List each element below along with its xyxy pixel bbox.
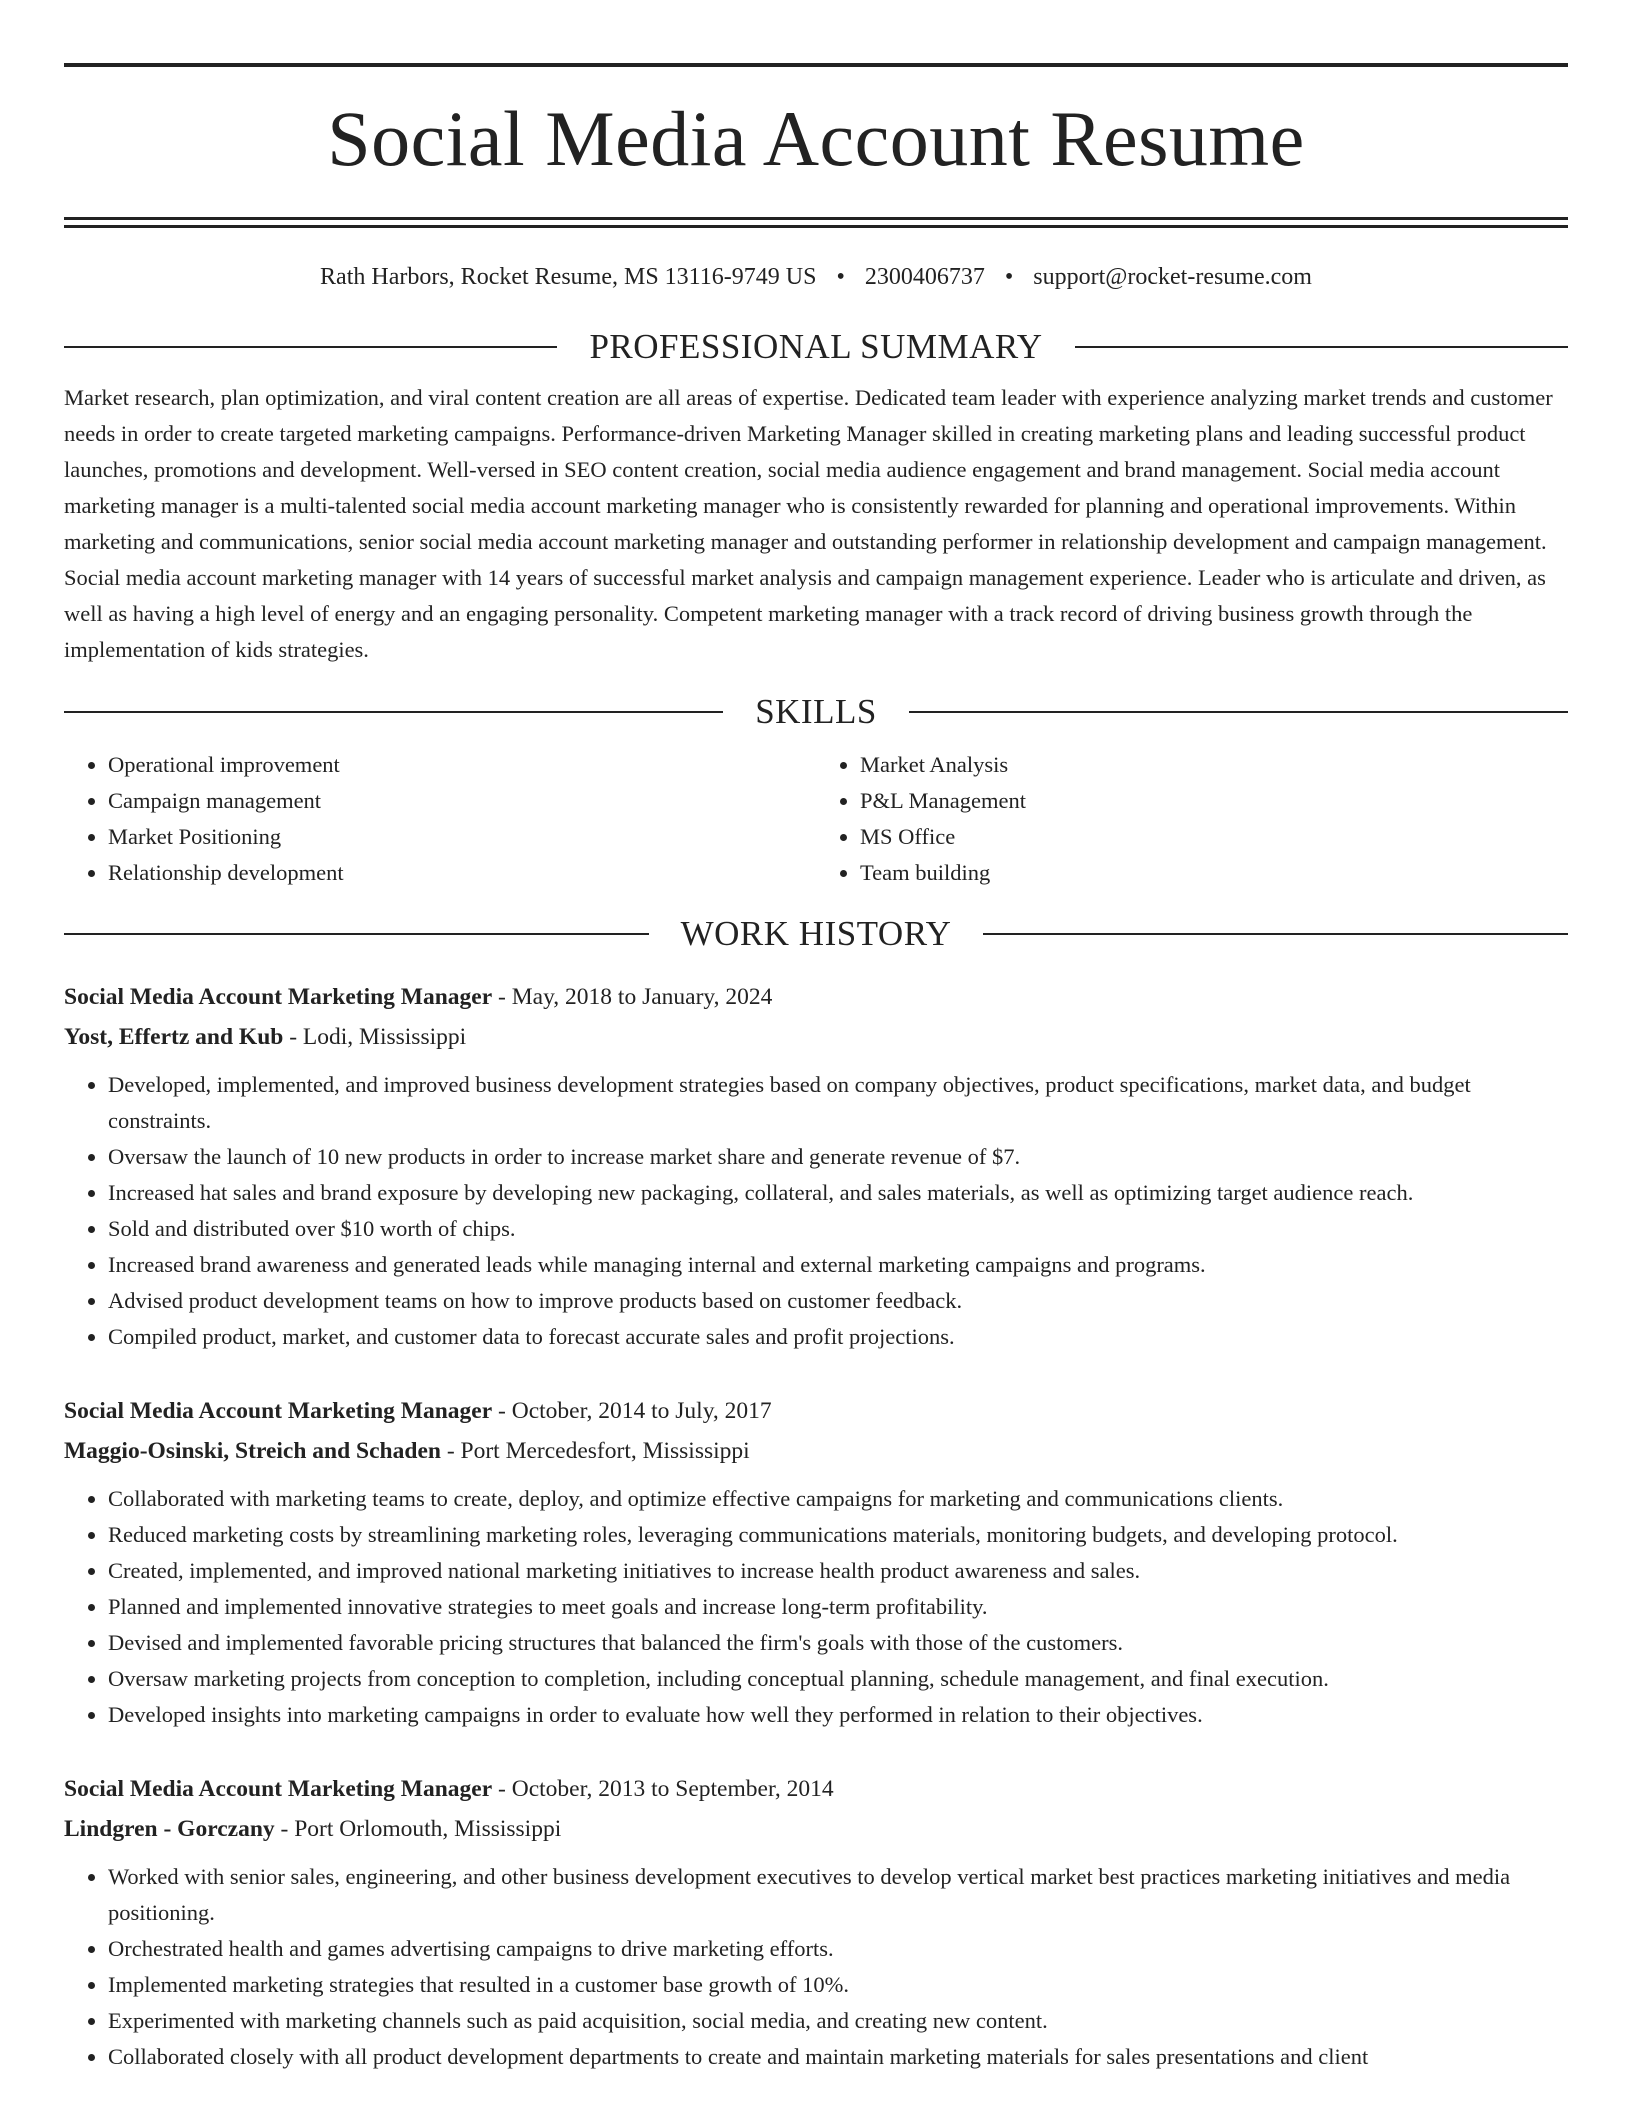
job-title-line <box>64 1391 1568 1431</box>
job-entry <box>64 977 1568 1355</box>
heading-rule-left <box>64 933 649 935</box>
job-bullet: • Increased hat sales and brand exposure by developing new packaging, collateral, and sales materials, as well as optimizing target audience reach. <box>108 1175 1568 1211</box>
skills-heading-label: SKILLS <box>755 691 877 731</box>
skill-item: • Operational improvement <box>108 747 816 783</box>
job-bullet: • Orchestrated health and games advertising campaigns to drive marketing efforts. <box>108 1931 1568 1967</box>
job-company-line <box>64 1809 1568 1849</box>
job-location: - Port Orlomouth, Mississippi <box>274 1815 562 1842</box>
heading-rule-left <box>64 711 723 713</box>
job-bullet: • Planned and implemented innovative strategies to meet goals and increase long-term profitability. <box>108 1589 1568 1625</box>
job-company: Maggio-Osinski, Streich and Schaden <box>64 1437 441 1464</box>
summary-section-heading <box>64 326 1568 368</box>
job-company: Lindgren - Gorczany <box>64 1815 275 1842</box>
job-bullet: • Oversaw the launch of 10 new products in order to increase market share and generate revenue of $7. <box>108 1139 1568 1175</box>
job-location: - Port Mercedesfort, Mississippi <box>440 1437 750 1464</box>
contact-phone: 2300406737 <box>864 264 985 290</box>
summary-heading-label: PROFESSIONAL SUMMARY <box>589 327 1043 366</box>
job-company-line <box>64 1431 1568 1471</box>
contact-line <box>64 262 1568 292</box>
job-bullet: • Advised product development teams on how to improve products based on customer feedback. <box>108 1283 1568 1319</box>
skills-list <box>64 747 1568 891</box>
job-bullets <box>64 1067 1568 1355</box>
job-bullet: • Collaborated with marketing teams to create, deploy, and optimize effective campaigns for marketing and communications clients. <box>108 1481 1568 1517</box>
job-dates: - October, 2013 to September, 2014 <box>492 1775 834 1802</box>
skills-section-heading <box>64 691 1568 733</box>
contact-separator: • <box>1004 264 1014 290</box>
job-bullet: • Compiled product, market, and customer data to forecast accurate sales and profit projections. <box>108 1319 1568 1355</box>
skill-item: • MS Office <box>860 819 1568 855</box>
job-title-line <box>64 977 1568 1017</box>
job-bullet: • Sold and distributed over $10 worth of chips. <box>108 1211 1568 1247</box>
skill-item: • Relationship development <box>108 855 816 891</box>
job-bullet: • Collaborated closely with all product development departments to create and maintain marketing materials for sales presentations and client <box>108 2039 1568 2075</box>
contact-address: Rath Harbors, Rocket Resume, MS 13116-9749 US <box>320 264 817 290</box>
job-bullet: • Devised and implemented favorable pricing structures that balanced the firm's goals with those of the customers. <box>108 1625 1568 1661</box>
job-dates: - May, 2018 to January, 2024 <box>492 983 773 1010</box>
job-title: Social Media Account Marketing Manager <box>64 1775 493 1802</box>
contact-separator: • <box>836 264 845 290</box>
top-rule <box>64 63 1568 67</box>
page-title: Social Media Account Resume <box>327 95 1305 182</box>
job-location: - Lodi, Mississippi <box>283 1023 467 1050</box>
job-bullet: • Oversaw marketing projects from conception to completion, including conceptual planning, schedule management, and final execution. <box>108 1661 1568 1697</box>
job-bullet: • Created, implemented, and improved national marketing initiatives to increase health product awareness and sales. <box>108 1553 1568 1589</box>
job-bullets <box>64 1481 1568 1733</box>
job-bullets <box>64 1859 1568 2075</box>
job-company-line <box>64 1017 1568 1057</box>
job-bullet: • Developed insights into marketing campaigns in order to evaluate how well they performed in relation to their objectives. <box>108 1697 1568 1733</box>
heading-rule-right <box>983 933 1568 935</box>
job-bullet: • Experimented with marketing channels such as paid acquisition, social media, and creating new content. <box>108 2003 1568 2039</box>
job-dates: - October, 2014 to July, 2017 <box>492 1397 772 1424</box>
skill-item: • Campaign management <box>108 783 816 819</box>
skills-column-right <box>816 747 1568 891</box>
heading-rule-left <box>64 346 557 348</box>
title-double-rule <box>64 217 1568 228</box>
resume-page <box>64 0 1568 2075</box>
contact-email: support@rocket-resume.com <box>1033 264 1312 290</box>
summary-text: Market research, plan optimization, and viral content creation are all areas of expertise. Dedicated team leader with experience analyzing market trends and customer needs in order to create targeted marketing campaigns. Performance-driven Marketing Manager skilled in creating marketing plans and leading successful product launches, promotions and development. Well-versed in SEO content creation, social media audience engagement and brand management. Social media account marketing manager is a multi-talented social media account marketing manager who is consistently rewarded for planning and operational improvements. Within marketing and communications, senior social media account marketing manager and outstanding performer in relationship development and campaign management. Social media account marketing manager with 14 years of successful market analysis and campaign management experience. Leader who is articulate and driven, as well as having a high level of energy and an engaging personality. Competent marketing manager with a track record of driving business growth through the implementation of kids strategies. <box>64 385 1553 662</box>
job-bullet: • Implemented marketing strategies that resulted in a customer base growth of 10%. <box>108 1967 1568 2003</box>
heading-rule-right <box>1075 346 1568 348</box>
job-bullet: • Developed, implemented, and improved business development strategies based on company objectives, product specifications, market data, and budget constraints. <box>108 1067 1568 1139</box>
job-bullet: • Increased brand awareness and generated leads while managing internal and external marketing campaigns and programs. <box>108 1247 1568 1283</box>
skill-item: • Team building <box>860 855 1568 891</box>
job-title-line <box>64 1769 1568 1809</box>
job-company: Yost, Effertz and Kub <box>64 1023 284 1050</box>
work-section-heading <box>64 913 1568 955</box>
job-title: Social Media Account Marketing Manager <box>64 1397 493 1424</box>
job-entry <box>64 1391 1568 1733</box>
job-bullet: • Worked with senior sales, engineering, and other business development executives to develop vertical market best practices marketing initiatives and media positioning. <box>108 1859 1568 1931</box>
heading-rule-right <box>909 711 1568 713</box>
skill-item: • P&L Management <box>860 783 1568 819</box>
job-title: Social Media Account Marketing Manager <box>64 983 493 1010</box>
skill-item: • Market Positioning <box>108 819 816 855</box>
skill-item: • Market Analysis <box>860 747 1568 783</box>
skills-column-left <box>64 747 816 891</box>
work-heading-label: WORK HISTORY <box>680 913 952 953</box>
job-bullet: • Reduced marketing costs by streamlining marketing roles, leveraging communications materials, monitoring budgets, and developing protocol. <box>108 1517 1568 1553</box>
job-entry <box>64 1769 1568 2075</box>
